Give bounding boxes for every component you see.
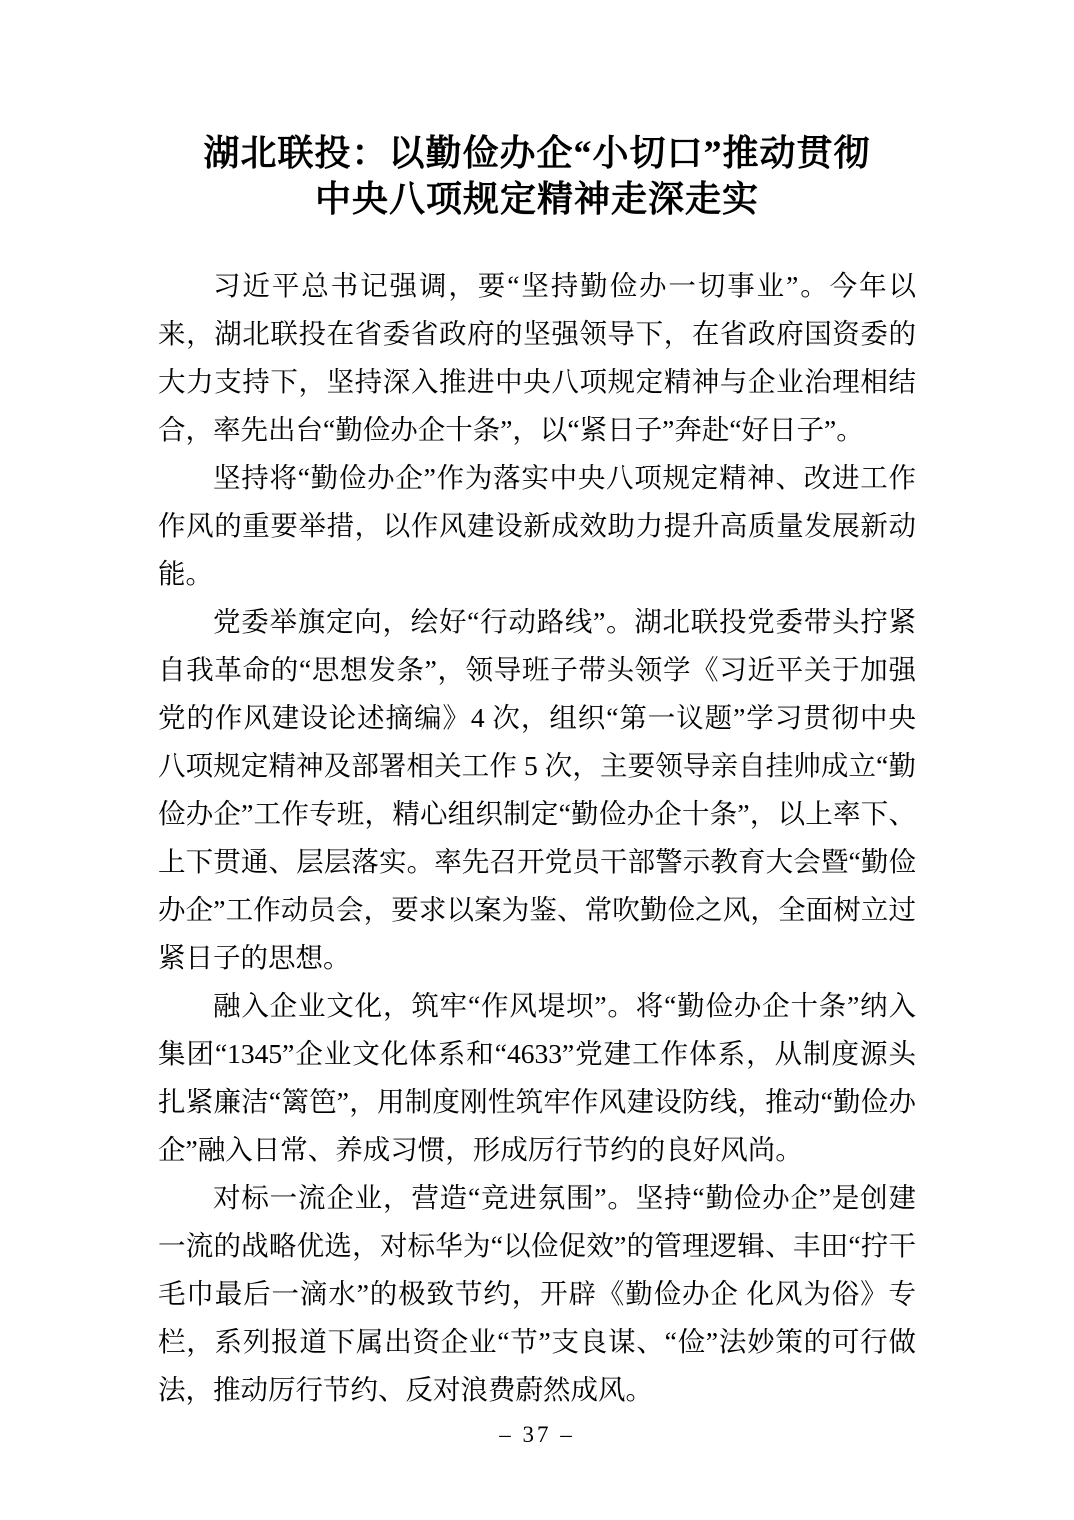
page-number	[0, 1422, 1074, 1448]
body-paragraph: 党委举旗定向，绘好“行动路线”。湖北联投党委带头拧紧自我革命的“思想发条”，领导班子带头领学《习近平关于加强党的作风建设论述摘编》4 次，组织“第一议题”学习贯彻中央八项规定精神及部署相关工作 5 次，主要领导亲自挂帅成立“勤俭办企”工作专班，精心组织制定“勤俭办企十条”，以上率下、上下贯通、层层落实。率先召开党员干部警示教育大会暨“勤俭办企”工作动员会，要求以案为鉴、常吹勤俭之风，全面树立过紧日子的思想。	[158, 606, 916, 973]
document-title	[0, 130, 1074, 222]
title-line-2: 中央八项规定精神走深走实	[314, 179, 759, 219]
body-paragraph: 习近平总书记强调，要“坚持勤俭办一切事业”。今年以来，湖北联投在省委省政府的坚强领导下，在省政府国资委的大力支持下，坚持深入推进中央八项规定精神与企业治理相结合，率先出台“勤俭办企十条”，以“紧日子”奔赴“好日子”。	[158, 270, 916, 445]
body-paragraph: 坚持将“勤俭办企”作为落实中央八项规定精神、改进工作作风的重要举措，以作风建设新成效助力提升高质量发展新动能。	[158, 462, 916, 589]
body-paragraph: 融入企业文化，筑牢“作风堤坝”。将“勤俭办企十条”纳入集团“1345”企业文化体系和“4633”党建工作体系，从制度源头扎紧廉洁“篱笆”，用制度刚性筑牢作风建设防线，推动“勤俭办企”融入日常、养成习惯，形成厉行节约的良好风尚。	[158, 990, 916, 1165]
page-number-text: – 37 –	[499, 1422, 575, 1447]
document-body	[158, 262, 916, 1414]
title-line-1: 湖北联投：以勤俭办企“小切口”推动贯彻	[203, 133, 871, 173]
body-paragraph: 对标一流企业，营造“竞进氛围”。坚持“勤俭办企”是创建一流的战略优选，对标华为“以俭促效”的管理逻辑、丰田“拧干毛巾最后一滴水”的极致节约，开辟《勤俭办企 化风为俗》专栏，系列报道下属出资企业“节”支良谋、“俭”法妙策的可行做法，推动厉行节约、反对浪费蔚然成风。	[158, 1182, 916, 1405]
